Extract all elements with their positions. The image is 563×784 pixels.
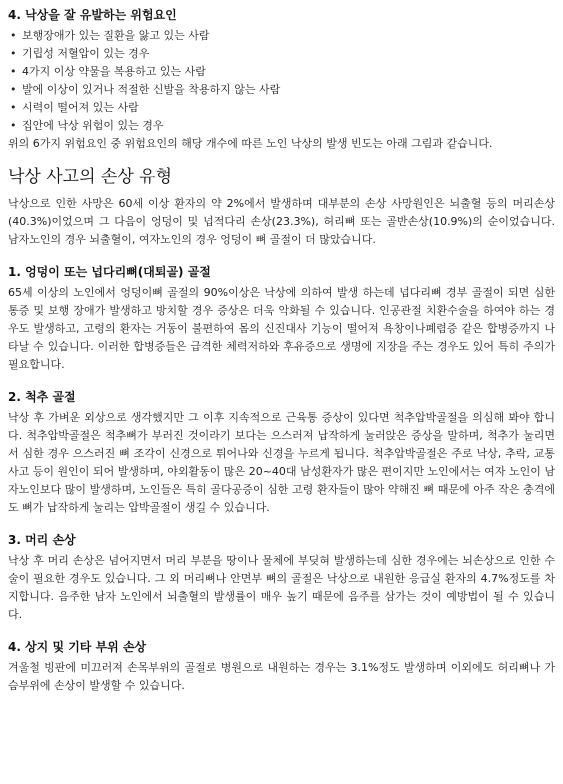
injury-types-title: 낙상 사고의 손상 유형 [8, 167, 173, 187]
risk-summary-paragraph: 위의 6가지 위험요인 중 위험요인의 해당 개수에 따른 노인 낙상의 발생 빈도는 아래 그림과 같습니다. [8, 137, 493, 150]
section-body: 낙상 후 머리 손상은 넘어지면서 머리 부분을 땅이나 물체에 부딪혀 발생하는데 심한 경우에는 뇌손상으로 인한 수술이 필요한 경우도 있습니다. 그 외 머리뼈나 안면부 뼈의 골절은 낙상으로 내원한 응급실 환자의 4.7%정도를 차지합니다. 음주한 남자 노인에서 뇌출혈의 발생률이 매우 높기 때문에 음주를 삼가는 것이 예방법이 될 수 있습니다. [8, 554, 555, 621]
list-item: • 보행장애가 있는 질환을 앓고 있는 사람 [8, 27, 555, 45]
section-head-injury [8, 531, 555, 624]
section-hip-fracture [8, 263, 555, 374]
list-item: • 시력이 떨어져 있는 사람 [8, 99, 555, 117]
section-spine-fracture [8, 388, 555, 517]
section-upper-limb-injury [8, 638, 555, 695]
section-heading: 1. 엉덩이 또는 넙다리뼈(대퇴골) 골절 [8, 265, 211, 279]
list-item: • 4가지 이상 약물을 복용하고 있는 사람 [8, 63, 555, 81]
risk-factors-heading: 4. 낙상을 잘 유발하는 위험요인 [8, 8, 177, 22]
section-body: 65세 이상의 노인에서 엉덩이뼈 골절의 90%이상은 낙상에 의하여 발생 하는데 넙다리뼈 경부 골절이 되면 심한 통증 및 보행 장애가 발생하고 방치할 경우 증상은 더욱 악화될 수 있습니다. 인공관절 치환수술을 하여야 하는 경우도 발생하고, 고령의 환자는 거동이 불편하여 몸의 신진대사 기능이 떨어져 욕창이나폐렴증 같은 합병증까지 나타날 수 있습니다. 이러한 합병증들은 급격한 체력저하와 후유증으로 생명에 지장을 주는 경우도 있어 특히 주의가 필요합니다. [8, 286, 555, 371]
list-item: • 발에 이상이 있거나 적절한 신발을 착용하지 않는 사람 [8, 81, 555, 99]
section-body: 낙상 후 가벼운 외상으로 생각했지만 그 이후 지속적으로 근육통 증상이 있다면 척추압박골절을 의심해 봐야 합니다. 척추압박골절은 척추뼈가 부러진 것이라기 보다는 으스러져 납작하게 눌러앉은 증상을 말하며, 척추가 눌리면서 심한 경우 으스러진 뼈 조각이 신경으로 튀어나와 신경을 누르게 됩니다. 척추압박골절은 주로 낙상, 추락, 교통사고 등이 원인이 되어 발생하며, 야외활동이 많은 20~40대 남성환자가 많은 편이지만 노인에서는 여자 노인이 남자노인보다 많이 발생하며, 노인들은 특히 골다공증이 심한 고령 환자들이 많아 약해진 뼈 때문에 아주 작은 충격에도 뼈가 납작하게 눌리는 압박골절이 생길 수 있습니다. [8, 411, 555, 514]
section-heading: 4. 상지 및 기타 부위 손상 [8, 640, 147, 654]
section-heading: 3. 머리 손상 [8, 533, 76, 547]
injury-intro-paragraph: 낙상으로 인한 사망은 60세 이상 환자의 약 2%에서 발생하며 대부분의 손상 사망원인은 뇌출혈 등의 머리손상(40.3%)이었으며 그 다음이 엉덩이 및 넙적다리 손상(23.3%), 허리뼈 또는 골반손상(10.9%)의 순이었습니다. 남자노인의 경우 뇌출혈이, 여자노인의 경우 엉덩이 뼈 골절이 더 많았습니다. [8, 197, 555, 246]
section-body: 겨울철 빙판에 미끄러져 손목부위의 골절로 병원으로 내원하는 경우는 3.1%정도 발생하며 이외에도 허리뼈나 가슴부위에 손상이 발생할 수 있습니다. [8, 661, 555, 692]
section-heading: 2. 척추 골절 [8, 390, 76, 404]
list-item: • 집안에 낙상 위험이 있는 경우 [8, 117, 555, 135]
list-item: • 기립성 저혈압이 있는 경우 [8, 45, 555, 63]
risk-factors-list [8, 27, 555, 135]
